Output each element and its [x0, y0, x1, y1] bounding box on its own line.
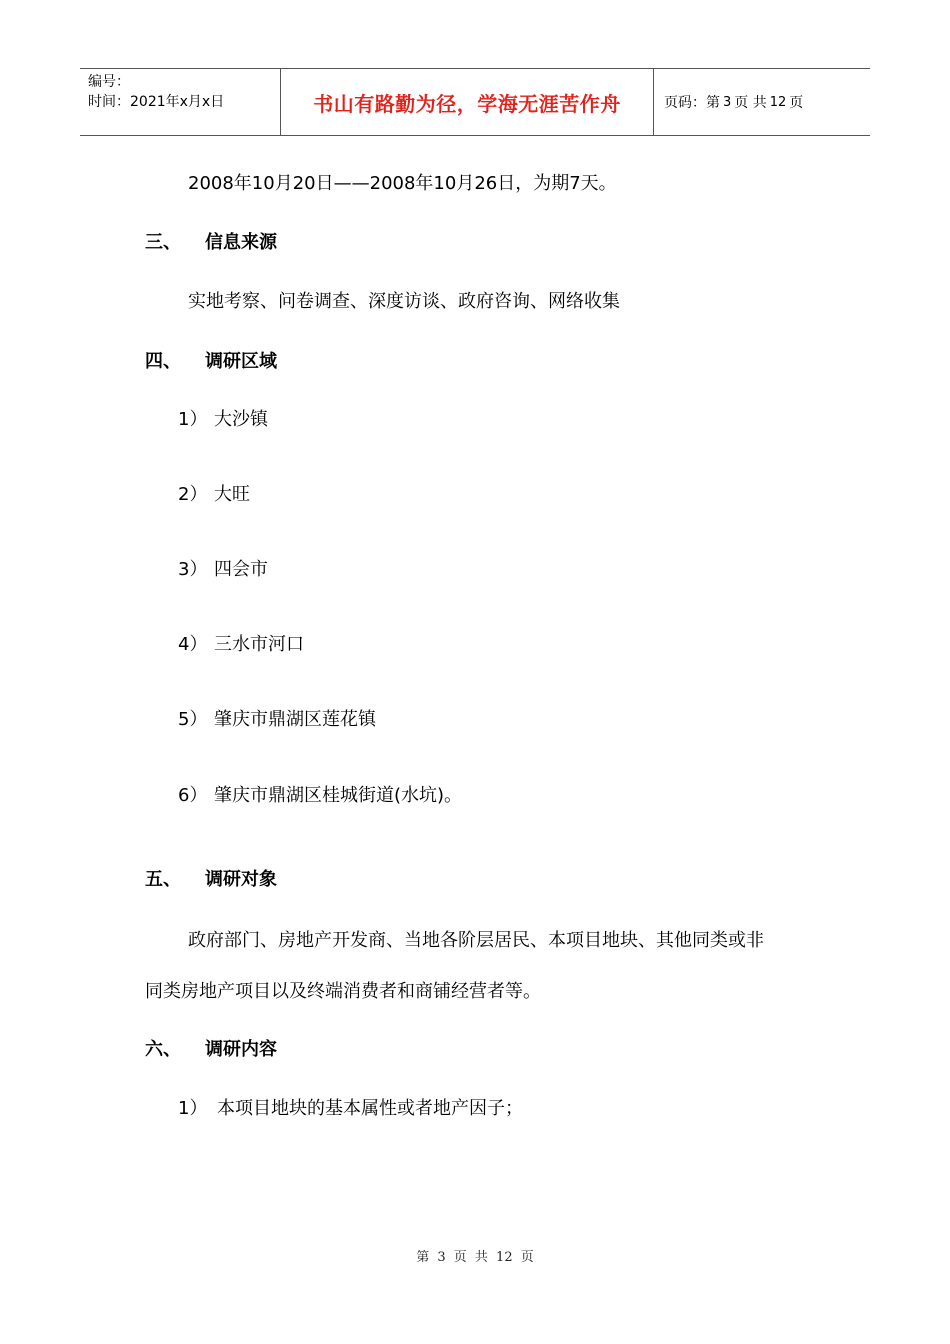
- list-item-text: 三水市河口: [214, 634, 304, 655]
- objects-text-line2: 同类房地产项目以及终端消费者和商铺经营者等。: [145, 981, 541, 1002]
- page-suffix: 页: [789, 95, 804, 111]
- section-heading-sources: [145, 231, 277, 255]
- list-item-number: 5）: [178, 709, 208, 730]
- list-item: [178, 784, 462, 808]
- list-item-number: 4）: [178, 634, 208, 655]
- section-number: 六、: [145, 1039, 181, 1060]
- section-number: 五、: [145, 869, 181, 890]
- section-title: 调研对象: [205, 869, 277, 890]
- list-item: [178, 633, 304, 657]
- objects-text-line1: 政府部门、房地产开发商、当地各阶层居民、本项目地块、其他同类或非: [188, 930, 764, 951]
- page-total: 12: [769, 94, 787, 110]
- header-motto: 书山有路勤为径，学海无涯苦作舟: [313, 91, 621, 116]
- section-title: 信息来源: [205, 232, 277, 253]
- section-number: 四、: [145, 351, 181, 372]
- list-item: [178, 708, 376, 732]
- period-text: 2008年10月20日——2008年10月26日，为期7天。: [188, 173, 617, 194]
- list-item: [178, 558, 268, 582]
- section-title: 调研区域: [205, 351, 277, 372]
- list-item-text: 大旺: [214, 484, 250, 505]
- sources-text: 实地考察、问卷调查、深度访谈、政府咨询、网络收集: [188, 291, 620, 312]
- section-title: 调研内容: [205, 1039, 277, 1060]
- list-item-number: 3）: [178, 559, 208, 580]
- list-item-text: 本项目地块的基本属性或者地产因子；: [217, 1098, 523, 1119]
- list-item: [178, 483, 250, 507]
- section-heading-contents: [145, 1038, 277, 1062]
- section-heading-regions: [145, 350, 277, 374]
- header-motto-cell: [281, 69, 654, 135]
- page-footer: 第 3 页 共 12 页: [416, 1250, 534, 1265]
- list-item: [178, 408, 268, 432]
- page-header: [80, 68, 870, 136]
- time-label: 时间：2021年x月x日: [88, 94, 225, 110]
- list-item-text: 肇庆市鼎湖区桂城街道(水坑)。: [214, 785, 463, 806]
- section-heading-objects: [145, 868, 277, 892]
- page-mid: 页 共: [734, 95, 767, 111]
- list-item-text: 肇庆市鼎湖区莲花镇: [214, 709, 376, 730]
- serial-label: 编号：: [88, 74, 130, 90]
- header-meta: [80, 69, 281, 135]
- list-item-number: 1）: [178, 409, 208, 430]
- list-item-number: 1）: [178, 1098, 208, 1119]
- list-item-text: 四会市: [214, 559, 268, 580]
- list-item: [178, 1097, 523, 1121]
- list-item-number: 6）: [178, 785, 208, 806]
- header-page-info: [654, 69, 870, 135]
- list-item-text: 大沙镇: [214, 409, 268, 430]
- section-number: 三、: [145, 232, 181, 253]
- page-prefix: 页码：第: [664, 95, 720, 111]
- page-current: 3: [723, 94, 732, 110]
- list-item-number: 2）: [178, 484, 208, 505]
